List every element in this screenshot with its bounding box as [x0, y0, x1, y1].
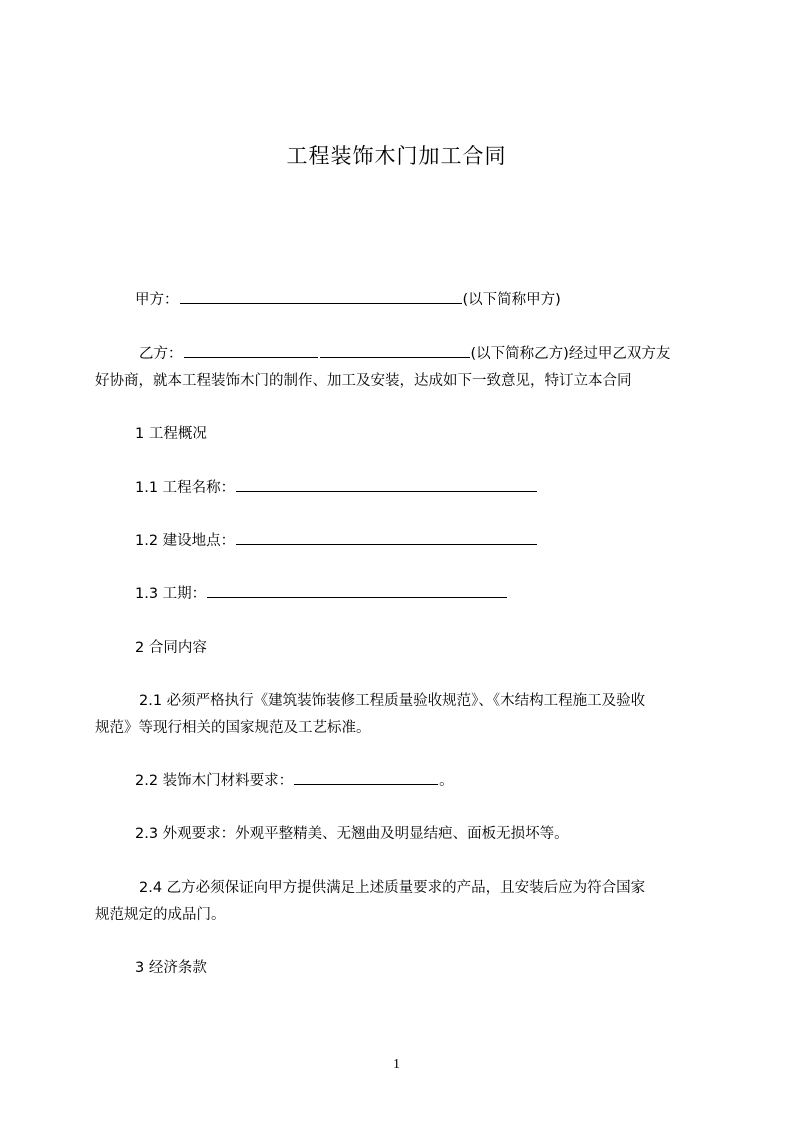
- section-3-title: 3 经济条款: [135, 960, 207, 976]
- site-location-label: 1.2 建设地点：: [135, 533, 236, 549]
- clause-2-1-line-2: 规范》等现行相关的国家规范及工艺标准。: [95, 720, 371, 736]
- material-requirement-suffix: 。: [439, 773, 454, 789]
- party-a-line: [135, 287, 745, 313]
- clause-2-1-line-1: 2.1 必须严格执行《建筑装饰装修工程质量验收规范》、《木结构工程施工及验收: [139, 693, 646, 709]
- duration-line: [135, 581, 745, 607]
- site-location-line: [135, 528, 745, 554]
- section-1-title: 1 工程概况: [135, 426, 207, 442]
- duration-blank[interactable]: [207, 582, 507, 598]
- party-b-suffix: (以下简称乙方)经过甲乙双方友: [470, 346, 671, 362]
- party-b-blank-1[interactable]: [184, 342, 318, 358]
- party-b-line-2: 好协商，就本工程装饰木门的制作、加工及安装，达成如下一致意见，特订立本合同: [95, 373, 632, 389]
- party-b-label: 乙方：: [139, 346, 183, 362]
- party-b-line: [139, 341, 749, 367]
- site-location-blank[interactable]: [236, 529, 537, 545]
- material-requirement-label: 2.2 装饰木门材料要求：: [135, 773, 294, 789]
- project-name-label: 1.1 工程名称：: [135, 480, 236, 496]
- party-b-blank-2[interactable]: [320, 342, 470, 358]
- material-requirement-blank[interactable]: [294, 769, 438, 785]
- clause-2-3: 2.3 外观要求：外观平整精美、无翘曲及明显结疤、面板无损坏等。: [135, 826, 569, 842]
- party-a-blank[interactable]: [180, 288, 462, 304]
- section-2-title: 2 合同内容: [135, 640, 207, 656]
- project-name-line: [135, 475, 745, 501]
- project-name-blank[interactable]: [236, 476, 537, 492]
- party-a-label: 甲方：: [135, 292, 179, 308]
- clause-2-4-line-1: 2.4 乙方必须保证向甲方提供满足上述质量要求的产品，且安装后应为符合国家: [139, 880, 646, 896]
- document-title: 工程装饰木门加工合同: [286, 144, 507, 168]
- clause-2-4-line-2: 规范规定的成品门。: [95, 907, 226, 923]
- page-number: 1: [393, 1057, 400, 1072]
- clause-2-2-line: [135, 768, 745, 794]
- duration-label: 1.3 工期：: [135, 586, 207, 602]
- party-a-suffix: (以下简称甲方): [462, 292, 561, 308]
